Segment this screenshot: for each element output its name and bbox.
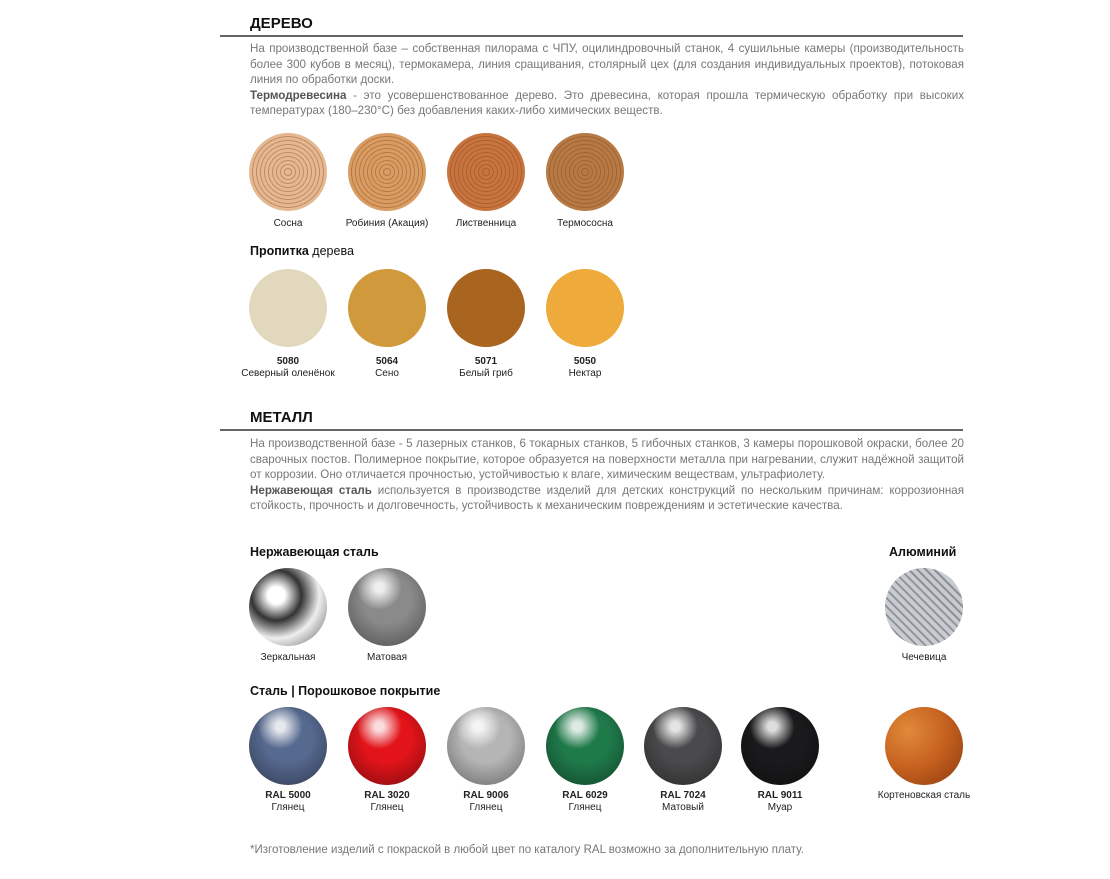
impregnation-label: 5071 xyxy=(474,356,498,367)
powder-ral-swatch xyxy=(249,707,327,785)
impregnation-label: Белый гриб xyxy=(459,368,513,379)
wood-type-swatch xyxy=(447,133,525,211)
powder-ral-label: Глянец xyxy=(370,802,404,813)
divider xyxy=(220,35,963,37)
powder-ral-swatch xyxy=(741,707,819,785)
metal-title: МЕТАЛЛ xyxy=(250,409,313,426)
metal-description: На производственной базе - 5 лазерных станков, 6 токарных станков, 5 гибочных станков, 3 камеры порошковой окраски, более 20 сварочных постов. Полимерное покрытие, которое образуется на поверхности металла при нагревании, служит надёжной защитой от коррозии. Оно отличается прочностью, устойчивостью к влаге, химическим веществам, ультрафиолету. Нержавеющая сталь используется в производстве изделий для детских конструкций по нескольким причинам: коррозионная стойкость, прочность и долговечность, устойчивость к механическим повреждениям и эстетические качества. xyxy=(250,437,964,512)
aluminium-label: Чечевица xyxy=(901,652,947,663)
impregnation-label: Северный оленёнок xyxy=(241,368,335,379)
stainless-matte-label: Матовая xyxy=(367,652,407,663)
impregnation-label: 5080 xyxy=(276,356,300,367)
powder-ral-label: Глянец xyxy=(271,802,305,813)
powder-ral-swatch xyxy=(447,707,525,785)
impregnation-title: Пропитка дерева xyxy=(250,244,354,258)
powder-ral-label: RAL 9006 xyxy=(463,790,509,801)
wood-type-label: Термососна xyxy=(557,218,613,229)
aluminium-title: Алюминий xyxy=(889,545,957,559)
corten-label: Кортеновская сталь xyxy=(877,790,971,801)
stainless-mirror-swatch xyxy=(249,568,327,646)
powder-ral-label: RAL 9011 xyxy=(757,790,803,801)
powder-ral-label: RAL 3020 xyxy=(364,790,410,801)
stainless-mirror-label: Зеркальная xyxy=(260,652,316,663)
powder-ral-label: RAL 5000 xyxy=(265,790,311,801)
powder-ral-swatch xyxy=(348,707,426,785)
divider xyxy=(220,429,963,431)
powder-ral-label: Матовый xyxy=(662,802,704,813)
powder-ral-label: RAL 6029 xyxy=(562,790,608,801)
footnote: *Изготовление изделий с покраской в любой цвет по каталогу RAL возможно за дополнительную плату. xyxy=(250,844,804,856)
wood-type-label: Робиния (Акация) xyxy=(345,218,429,229)
impregnation-label: 5064 xyxy=(375,356,399,367)
powder-ral-label: RAL 7024 xyxy=(660,790,706,801)
powder-title: Сталь | Порошковое покрытие xyxy=(250,684,441,698)
impregnation-label: Нектар xyxy=(568,368,602,379)
wood-type-swatch xyxy=(546,133,624,211)
wood-title: ДЕРЕВО xyxy=(250,15,313,32)
wood-description: На производственной базе – собственная пилорама с ЧПУ, оцилиндровочный станок, 4 сушильные камеры (производительность более 300 кубов в месяц), термокамера, линия сращивания, столярный цех (для создания индивидуальных проектов), потоковая линия по обработки доски. Термодревесина - это усовершенствованное дерево. Это древесина, которая прошла термическую обработку при высоких температурах (180–230°C) без добавления каких-либо химических веществ. xyxy=(250,42,964,117)
powder-ral-label: Глянец xyxy=(568,802,602,813)
powder-ral-label: Муар xyxy=(767,802,793,813)
stainless-matte-swatch xyxy=(348,568,426,646)
powder-ral-swatch xyxy=(546,707,624,785)
stainless-title: Нержавеющая сталь xyxy=(250,545,379,559)
impregnation-label: Сено xyxy=(375,368,399,379)
wood-type-label: Лиственница xyxy=(455,218,517,229)
impregnation-swatch xyxy=(348,269,426,347)
impregnation-label: 5050 xyxy=(573,356,597,367)
powder-ral-label: Глянец xyxy=(469,802,503,813)
corten-swatch xyxy=(885,707,963,785)
wood-type-label: Сосна xyxy=(273,218,303,229)
impregnation-swatch xyxy=(546,269,624,347)
wood-type-swatch xyxy=(348,133,426,211)
impregnation-swatch xyxy=(249,269,327,347)
powder-ral-swatch xyxy=(644,707,722,785)
impregnation-swatch xyxy=(447,269,525,347)
wood-type-swatch xyxy=(249,133,327,211)
aluminium-swatch xyxy=(885,568,963,646)
